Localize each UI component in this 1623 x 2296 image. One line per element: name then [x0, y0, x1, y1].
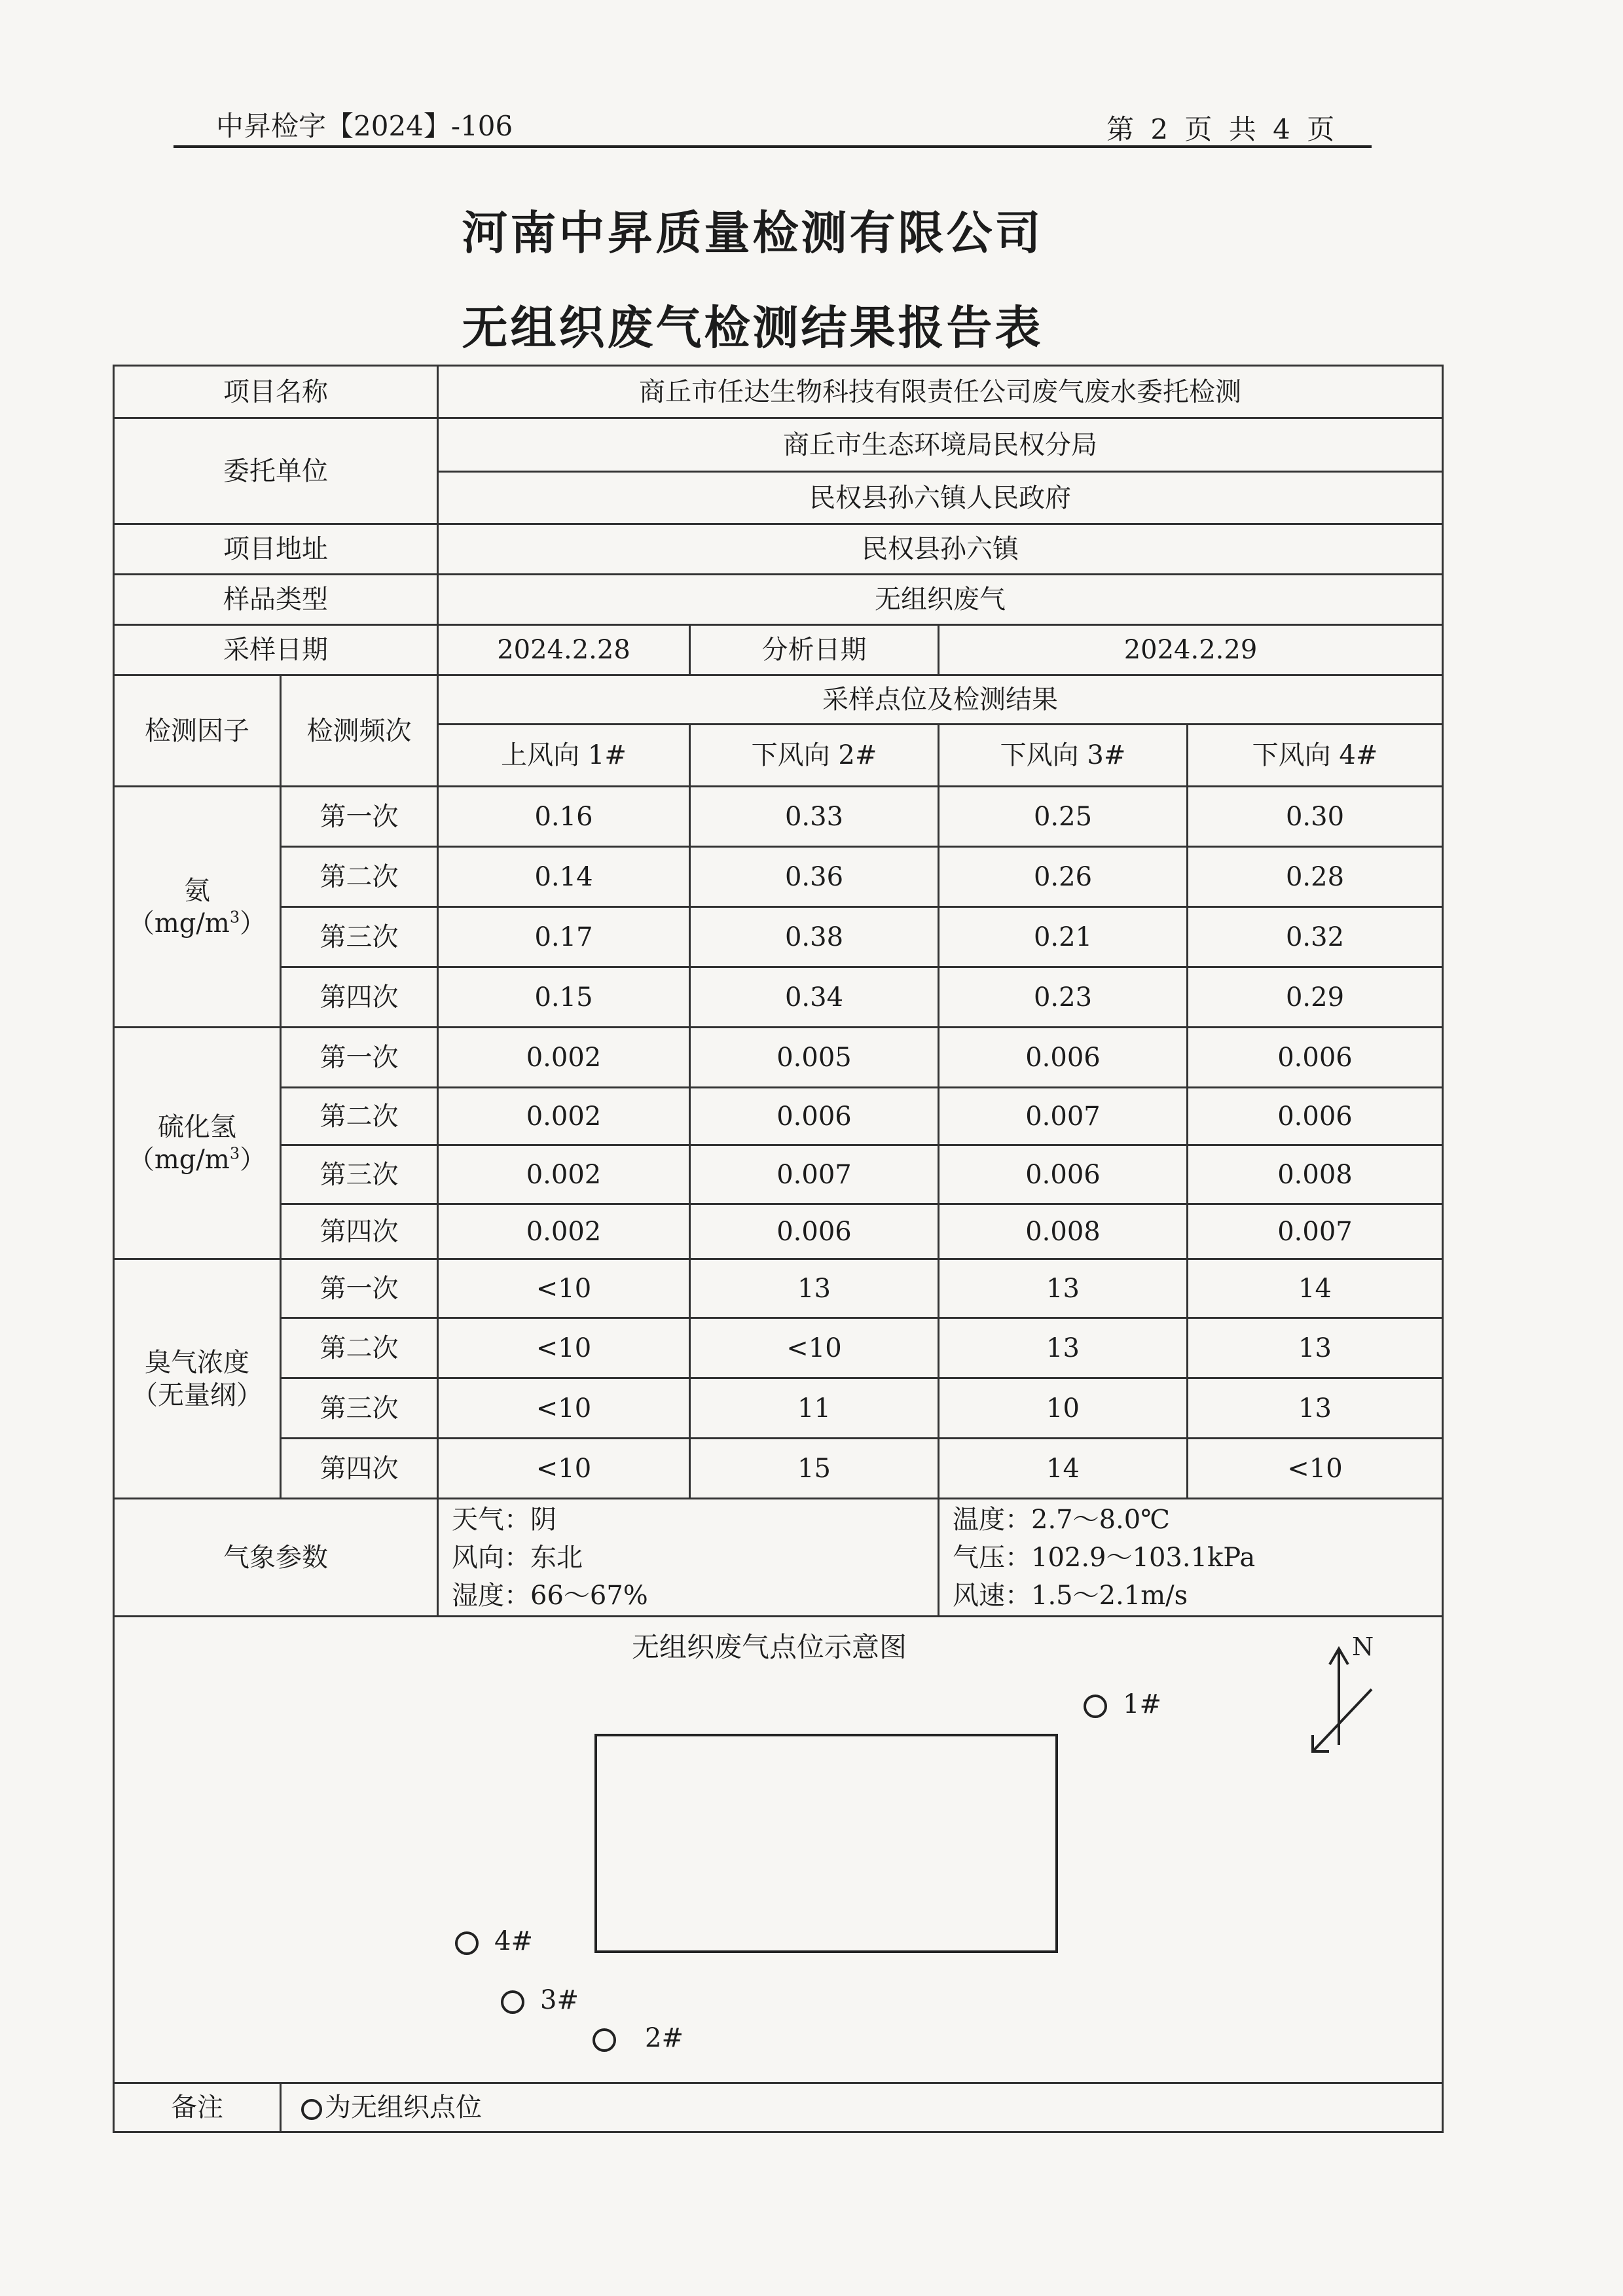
table-row: [114, 1318, 1443, 1378]
frequency-cell: 第二次: [281, 1088, 438, 1145]
point-header-2: 下风向 2#: [690, 725, 939, 787]
result-value: <10: [438, 1318, 690, 1378]
factor-name: 氨: [184, 875, 210, 906]
factor-name: 臭气浓度: [145, 1347, 249, 1378]
frequency-cell: 第三次: [281, 907, 438, 967]
table-row: [114, 967, 1443, 1028]
humidity: 湿度：66～67%: [452, 1580, 648, 1611]
result-value: 0.006: [1188, 1028, 1443, 1088]
analysis-date-value: 2024.2.29: [939, 625, 1443, 675]
client-label: 委托单位: [114, 418, 438, 524]
result-value: 0.006: [939, 1145, 1188, 1204]
table-row: [114, 907, 1443, 967]
header-rule: [173, 145, 1372, 148]
table-row: [114, 1439, 1443, 1499]
result-value: 0.005: [690, 1028, 939, 1088]
result-value: 0.30: [1188, 787, 1443, 847]
frequency-cell: 第一次: [281, 1028, 438, 1088]
frequency-cell: 第二次: [281, 1318, 438, 1378]
result-value: 0.006: [690, 1088, 939, 1145]
result-value: 13: [1188, 1378, 1443, 1439]
frequency-cell: 第四次: [281, 1439, 438, 1499]
result-value: 0.25: [939, 787, 1188, 847]
project-name-value: 商丘市任达生物科技有限责任公司废气废水委托检测: [438, 366, 1443, 418]
sampling-date-label: 采样日期: [114, 625, 438, 675]
unit-text: ）: [240, 908, 266, 939]
unit-superscript: 3: [229, 1144, 240, 1163]
frequency-cell: 第二次: [281, 847, 438, 907]
result-value: 15: [690, 1439, 939, 1499]
result-value: 0.33: [690, 787, 939, 847]
circle-icon: [1084, 1695, 1107, 1718]
points-header: 采样点位及检测结果: [438, 675, 1443, 725]
meteorology-left: [438, 1499, 939, 1617]
north-label: N: [1352, 1632, 1374, 1661]
table-row: [114, 1204, 1443, 1259]
result-value: 0.006: [690, 1204, 939, 1259]
client-value-2: 民权县孙六镇人民政府: [438, 472, 1443, 524]
table-row: [114, 1145, 1443, 1204]
point-2-label: 2#: [645, 2023, 684, 2053]
unit-superscript: 3: [229, 908, 240, 927]
factor-name: 硫化氢: [158, 1111, 236, 1142]
unit-text: （无量纲）: [132, 1380, 263, 1410]
table-row: [114, 1088, 1443, 1145]
wind-direction: 风向：东北: [452, 1542, 583, 1573]
circle-icon: [501, 1990, 524, 2014]
point-header-1: 上风向 1#: [438, 725, 690, 787]
factor-unit: [115, 907, 280, 940]
point-header-4: 下风向 4#: [1188, 725, 1443, 787]
company-title: 河南中昇质量检测有限公司: [462, 206, 1044, 260]
facility-outline: [594, 1734, 1058, 1953]
report-title: 无组织废气检测结果报告表: [462, 300, 1044, 355]
circle-icon: [593, 2028, 616, 2052]
table-row: [114, 787, 1443, 847]
result-value: 0.002: [438, 1028, 690, 1088]
frequency-cell: 第四次: [281, 1204, 438, 1259]
frequency-cell: 第三次: [281, 1145, 438, 1204]
result-value: 11: [690, 1378, 939, 1439]
sampling-date-value: 2024.2.28: [438, 625, 690, 675]
analysis-date-label: 分析日期: [690, 625, 939, 675]
result-value: 13: [1188, 1318, 1443, 1378]
factor-header: 检测因子: [114, 675, 281, 787]
diagram-cell: [114, 1617, 1443, 2083]
page-info: 第 2 页 共 4 页: [1106, 113, 1339, 145]
site-diagram: [115, 1617, 1442, 2082]
result-value: 0.14: [438, 847, 690, 907]
address-label: 项目地址: [114, 524, 438, 575]
point-3-marker: [501, 1984, 579, 2017]
point-4-label: 4#: [494, 1926, 533, 1956]
circle-icon: [455, 1931, 479, 1955]
result-value: 13: [939, 1259, 1188, 1318]
doc-number: 中昇检字【2024】-106: [216, 110, 513, 142]
frequency-header: 检测频次: [281, 675, 438, 787]
sample-type-value: 无组织废气: [438, 575, 1443, 625]
point-2-marker: [593, 2022, 684, 2054]
unit-text: ）: [240, 1144, 266, 1175]
circle-icon: [301, 2099, 322, 2120]
report-table: [113, 365, 1444, 2133]
result-value: 0.007: [1188, 1204, 1443, 1259]
factor-unit: [115, 1379, 280, 1412]
result-value: 0.002: [438, 1145, 690, 1204]
result-value: 0.36: [690, 847, 939, 907]
weather: 天气：阴: [452, 1504, 556, 1535]
remark-value: [281, 2083, 1443, 2132]
client-value-1: 商丘市生态环境局民权分局: [438, 418, 1443, 472]
result-value: 13: [939, 1318, 1188, 1378]
result-value: 0.28: [1188, 847, 1443, 907]
result-value: <10: [1188, 1439, 1443, 1499]
frequency-cell: 第三次: [281, 1378, 438, 1439]
result-value: 0.007: [939, 1088, 1188, 1145]
result-value: 0.26: [939, 847, 1188, 907]
meteorology-right: [939, 1499, 1443, 1617]
point-1-marker: [1084, 1688, 1161, 1721]
factor-cell: [114, 1028, 281, 1259]
point-4-marker: [455, 1925, 533, 1958]
result-value: 0.008: [1188, 1145, 1443, 1204]
address-value: 民权县孙六镇: [438, 524, 1443, 575]
result-value: 0.32: [1188, 907, 1443, 967]
pressure: 气压：102.9～103.1kPa: [953, 1542, 1256, 1573]
result-value: 0.006: [1188, 1088, 1443, 1145]
sample-type-label: 样品类型: [114, 575, 438, 625]
table-row: [114, 1378, 1443, 1439]
remark-label: 备注: [114, 2083, 281, 2132]
table-row: [114, 1028, 1443, 1088]
north-arrow-icon: [1293, 1630, 1385, 1755]
result-value: 0.008: [939, 1204, 1188, 1259]
point-3-label: 3#: [540, 1985, 579, 2015]
diagram-title: 无组织废气点位示意图: [632, 1631, 907, 1663]
point-1-label: 1#: [1123, 1689, 1161, 1719]
result-value: 13: [690, 1259, 939, 1318]
result-value: 0.002: [438, 1088, 690, 1145]
factor-cell: [114, 1259, 281, 1499]
table-row: [114, 1259, 1443, 1318]
frequency-cell: 第一次: [281, 787, 438, 847]
factor-unit: [115, 1143, 280, 1176]
result-value: <10: [690, 1318, 939, 1378]
result-value: 14: [1188, 1259, 1443, 1318]
result-value: 0.23: [939, 967, 1188, 1028]
unit-text: （mg/m: [128, 908, 230, 939]
result-value: 0.17: [438, 907, 690, 967]
result-value: 0.007: [690, 1145, 939, 1204]
result-value: 0.38: [690, 907, 939, 967]
frequency-cell: 第四次: [281, 967, 438, 1028]
remark-text: 为无组织点位: [325, 2092, 482, 2123]
factor-cell: [114, 787, 281, 1028]
result-value: 0.21: [939, 907, 1188, 967]
unit-text: （mg/m: [128, 1144, 230, 1175]
wind-speed: 风速：1.5～2.1m/s: [953, 1580, 1188, 1611]
result-value: <10: [438, 1259, 690, 1318]
result-value: 0.006: [939, 1028, 1188, 1088]
meteorology-label: 气象参数: [114, 1499, 438, 1617]
table-row: [114, 847, 1443, 907]
result-value: 0.29: [1188, 967, 1443, 1028]
result-value: <10: [438, 1439, 690, 1499]
result-value: <10: [438, 1378, 690, 1439]
result-value: 0.15: [438, 967, 690, 1028]
result-value: 0.34: [690, 967, 939, 1028]
project-name-label: 项目名称: [114, 366, 438, 418]
result-value: 14: [939, 1439, 1188, 1499]
temperature: 温度：2.7～8.0℃: [953, 1504, 1170, 1535]
result-value: 0.002: [438, 1204, 690, 1259]
result-value: 0.16: [438, 787, 690, 847]
frequency-cell: 第一次: [281, 1259, 438, 1318]
point-header-3: 下风向 3#: [939, 725, 1188, 787]
result-value: 10: [939, 1378, 1188, 1439]
